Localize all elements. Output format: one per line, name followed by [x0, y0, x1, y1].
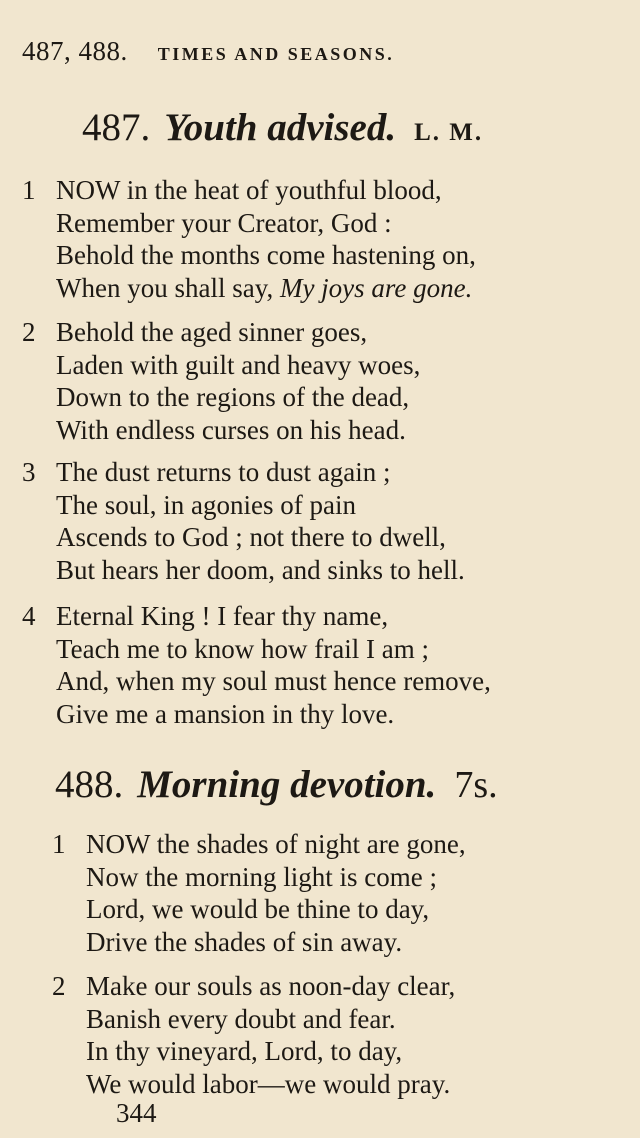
stanza-number: 2 — [22, 317, 36, 347]
verse-line: And, when my soul must hence remove, — [56, 666, 491, 697]
stanza-number: 4 — [22, 601, 36, 631]
running-head-title: TIMES AND SEASONS. — [157, 44, 395, 64]
verse-line: Behold the months come hastening on, — [56, 240, 476, 271]
stanza-488-2 — [86, 970, 455, 1100]
verse-line: With endless curses on his head. — [56, 414, 406, 445]
verse-italic-quote: My joys are gone. — [279, 272, 473, 303]
verse-line: Laden with guilt and heavy woes, — [56, 349, 421, 380]
verse-line: The soul, in agonies of pain — [56, 489, 356, 520]
page-number: 344 — [116, 1098, 157, 1128]
verse-line: NOW the shades of night are gone, — [86, 829, 466, 859]
verse-line: The dust returns to dust again ; — [56, 457, 391, 487]
stanza-487-2 — [56, 316, 420, 446]
stanza-number: 3 — [22, 457, 36, 487]
verse-line: Banish every doubt and fear. — [86, 1003, 396, 1034]
stanza-487-3 — [56, 456, 465, 586]
verse-line: But hears her doom, and sinks to hell. — [56, 554, 465, 585]
hymn-number: 488. — [55, 763, 124, 806]
running-head-numbers: 487, 488. — [22, 36, 128, 66]
hymn-meter: L. M. — [414, 119, 484, 146]
verse-line: Eternal King ! I fear thy name, — [56, 601, 389, 631]
verse-line: Make our souls as noon-day clear, — [86, 971, 456, 1001]
verse-line: Give me a mansion in thy love. — [56, 698, 395, 729]
hymn-title: Morning devotion. — [137, 763, 437, 806]
verse-line: Drive the shades of sin away. — [86, 926, 403, 957]
running-head — [22, 36, 394, 67]
hymn-number: 487. — [82, 106, 151, 149]
hymn-488-heading — [55, 762, 498, 807]
hymn-meter: 7s. — [454, 764, 498, 806]
stanza-number: 1 — [52, 829, 66, 859]
verse-line: Lord, we would be thine to day, — [86, 894, 430, 925]
verse-line: Ascends to God ; not there to dwell, — [56, 522, 446, 553]
verse-line: We would labor—we would pray. — [86, 1068, 451, 1099]
verse-line: NOW in the heat of youthful blood, — [56, 175, 442, 205]
stanza-number: 2 — [52, 971, 66, 1001]
verse-line: Now the morning light is come ; — [86, 861, 437, 892]
hymn-title: Youth advised. — [164, 106, 397, 149]
verse-line — [56, 272, 476, 305]
hymn-487-heading — [82, 105, 483, 150]
stanza-488-1 — [86, 828, 466, 958]
stanza-487-1 — [56, 174, 476, 304]
stanza-number: 1 — [22, 175, 36, 205]
verse-line: In thy vineyard, Lord, to day, — [86, 1036, 403, 1067]
verse-line-text: When you shall say, — [56, 272, 280, 303]
verse-line: Behold the aged sinner goes, — [56, 317, 368, 347]
stanza-487-4 — [56, 600, 491, 730]
verse-line: Remember your Creator, God : — [56, 207, 392, 238]
verse-line: Down to the regions of the dead, — [56, 382, 410, 413]
verse-line: Teach me to know how frail I am ; — [56, 633, 429, 664]
